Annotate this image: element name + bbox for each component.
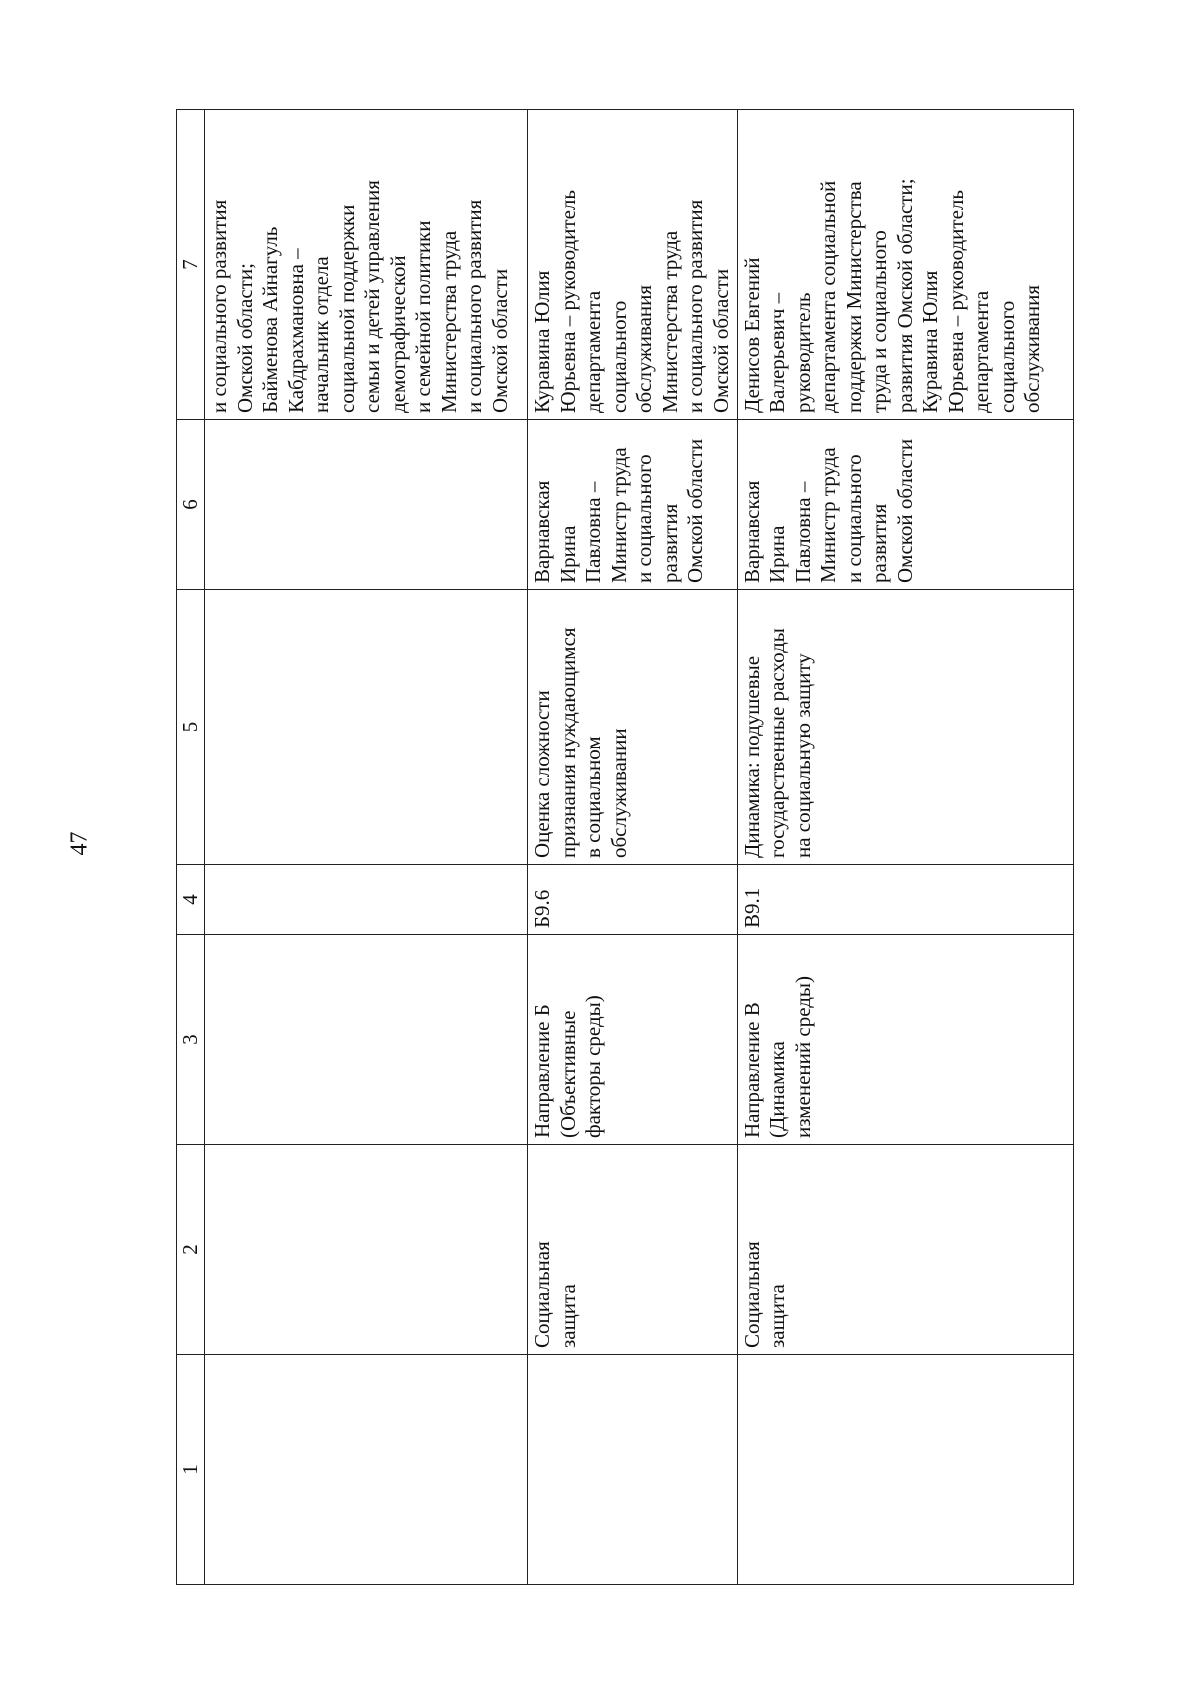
- table-cell-col-7: [205, 110, 528, 420]
- cell-text-line: социальной поддержки: [334, 204, 359, 413]
- cell-text-line: Кабдрахмановна –: [283, 248, 308, 413]
- cell-text-line: Министр труда: [816, 447, 841, 583]
- cell-text-line: Омской области: [487, 268, 512, 413]
- cell-text-line: и социального развития: [207, 199, 231, 413]
- table-cell-col-2: [205, 1145, 528, 1355]
- header-row: [177, 110, 205, 1585]
- table-row: [205, 110, 528, 1585]
- table-cell-col-2: [528, 1145, 738, 1355]
- table-row: [528, 110, 738, 1585]
- cell-text-line: и социального развития: [683, 199, 708, 413]
- cell-text-line: в социальном: [581, 736, 606, 858]
- cell-text-line: и семейной политики: [411, 220, 435, 413]
- cell-text-line: Направление В: [739, 1002, 764, 1138]
- cell-text-line: Куравина Юлия: [918, 270, 943, 413]
- cell-text-line: развития: [867, 503, 892, 583]
- cell-text-line: Куравина Юлия: [530, 270, 555, 413]
- cell-text-line: защита: [555, 1284, 580, 1348]
- cell-text-line: и социального: [632, 454, 657, 583]
- cell-text-line: обслуживания: [1020, 284, 1045, 413]
- cell-text-line: развития Омской области;: [892, 178, 917, 413]
- cell-text-line: социального: [606, 300, 631, 413]
- table-cell-col-4: [737, 865, 1073, 935]
- table-cell-col-1: [737, 1355, 1073, 1585]
- rotated-table-block: [176, 110, 1074, 1585]
- table-cell-col-7: [737, 110, 1073, 420]
- col-header-5: 5: [177, 590, 205, 865]
- cell-text-line: Денисов Евгений: [739, 257, 764, 413]
- cell-text-line: обслуживании: [606, 728, 631, 858]
- cell-text-line: развития: [657, 503, 682, 583]
- col-header-2: 2: [177, 1145, 205, 1355]
- table-row: [737, 110, 1073, 1585]
- cell-text-line: Оценка сложности: [530, 690, 555, 858]
- cell-text-line: Социальная: [530, 1241, 555, 1348]
- cell-text-line: изменений среды): [790, 975, 815, 1138]
- table-cell-col-4: [528, 865, 738, 935]
- cell-text-line: обслуживания: [632, 284, 657, 413]
- cell-text-line: Байменова Айнагуль: [258, 226, 282, 413]
- table-cell-col-3: [528, 935, 738, 1145]
- col-header-6: 6: [177, 420, 205, 590]
- cell-text-line: Омской области;: [232, 263, 257, 413]
- cell-text-line: Омской области: [708, 268, 733, 413]
- table-cell-col-6: [528, 420, 738, 590]
- cell-text-line: департамента: [969, 290, 994, 413]
- cell-text-line: труда и социального: [867, 230, 892, 413]
- table-cell-col-3: [737, 935, 1073, 1145]
- cell-text-line: Социальная: [739, 1241, 764, 1348]
- table-cell-col-4: [205, 865, 528, 935]
- table-cell-col-6: [737, 420, 1073, 590]
- col-header-4: 4: [177, 865, 205, 935]
- cell-text-line: Варнавская: [739, 480, 764, 583]
- table-cell-col-1: [205, 1355, 528, 1585]
- cell-text-line: Омской области: [683, 438, 708, 583]
- cell-text-line: государственные расходы: [765, 628, 790, 858]
- cell-text-line: руководитель: [790, 292, 815, 413]
- cell-text-line: факторы среды): [581, 995, 606, 1138]
- cell-text-line: семьи и детей управления: [360, 180, 384, 413]
- data-table: [176, 109, 1074, 1585]
- cell-text-line: Ирина: [765, 525, 790, 583]
- cell-text-line: поддержки Министерства: [841, 181, 866, 413]
- cell-text-line: (Объективные: [555, 1010, 580, 1138]
- cell-text-line: (Динамика: [765, 1041, 790, 1138]
- page-number: 47: [66, 831, 93, 856]
- cell-text-line: Направление Б: [530, 1004, 555, 1138]
- table-cell-col-5: [528, 590, 738, 865]
- cell-text-line: признания нуждающимся: [555, 627, 580, 858]
- cell-text-line: на социальную защиту: [790, 653, 815, 858]
- cell-text-line: начальник отдела: [309, 256, 333, 413]
- cell-text-line: Ирина: [555, 525, 580, 583]
- cell-text-line: департамента социальной: [816, 180, 841, 413]
- cell-text-line: защита: [765, 1284, 790, 1348]
- cell-text-line: Валерьевич –: [765, 292, 790, 413]
- cell-text-line: демографической: [385, 255, 410, 413]
- cell-text-line: Министерства труда: [657, 230, 682, 413]
- cell-text-line: Павловна –: [790, 481, 815, 583]
- table-cell-col-5: [737, 590, 1073, 865]
- cell-text-line: Министерства труда: [436, 230, 461, 413]
- cell-text-line: Павловна –: [581, 481, 606, 583]
- table-cell-col-1: [528, 1355, 738, 1585]
- cell-text-line: Б9.6: [530, 889, 555, 928]
- table-cell-col-2: [737, 1145, 1073, 1355]
- cell-text-line: и социального развития: [462, 199, 486, 413]
- col-header-1: 1: [177, 1355, 205, 1585]
- cell-text-line: Варнавская: [530, 480, 555, 583]
- cell-text-line: Омской области: [892, 438, 917, 583]
- table-cell-col-5: [205, 590, 528, 865]
- cell-text-line: В9.1: [739, 887, 764, 928]
- table-cell-col-3: [205, 935, 528, 1145]
- cell-text-line: департамента: [581, 290, 606, 413]
- col-header-3: 3: [177, 935, 205, 1145]
- cell-text-line: Юрьевна – руководитель: [943, 190, 968, 413]
- cell-text-line: социального: [994, 300, 1019, 413]
- table-cell-col-6: [205, 420, 528, 590]
- cell-text-line: и социального: [841, 454, 866, 583]
- cell-text-line: Юрьевна – руководитель: [555, 190, 580, 413]
- col-header-7: 7: [177, 110, 205, 420]
- table-cell-col-7: [528, 110, 738, 420]
- cell-text-line: Динамика: подушевые: [739, 655, 764, 858]
- cell-text-line: Министр труда: [606, 447, 631, 583]
